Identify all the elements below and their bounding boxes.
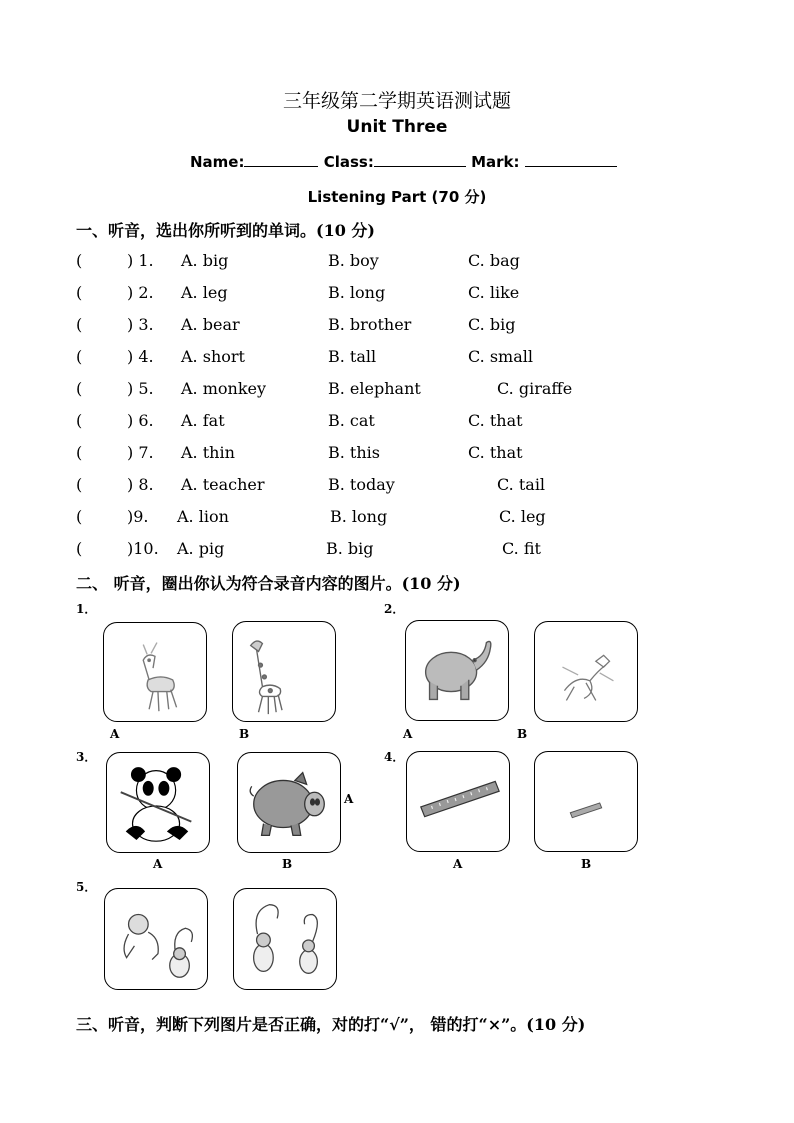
option-b: B. big [326, 539, 374, 558]
name-class-mark-line [190, 152, 617, 171]
unit-title: Unit Three [346, 117, 448, 137]
answer-paren[interactable]: ( [76, 283, 83, 302]
option-b: B. elephant [328, 379, 421, 398]
class-label: Class: [323, 153, 374, 171]
question-number: )10. [127, 539, 159, 558]
section1-heading: 一、听音，选出你所听到的单词。(10 分) [76, 221, 375, 240]
picture-label-b: B [282, 857, 293, 871]
question-number: ) 3. [127, 315, 154, 334]
picture-label-a: A [453, 857, 463, 871]
picture-label-a: A [344, 792, 354, 806]
picture-label-b: B [239, 727, 250, 741]
answer-paren[interactable]: ( [76, 379, 83, 398]
option-a: A. monkey [181, 379, 267, 398]
question-number: )9. [127, 507, 149, 526]
option-b: B. today [328, 475, 395, 494]
picture-question-number: 1． [76, 602, 97, 616]
elephant-icon[interactable] [405, 620, 509, 721]
option-c: C. big [468, 315, 516, 334]
deer-icon[interactable] [103, 622, 207, 722]
option-c: C. fit [502, 539, 541, 558]
option-b: B. boy [328, 251, 379, 270]
option-b: B. cat [328, 411, 375, 430]
option-c: C. leg [499, 507, 546, 526]
question-number: ) 2. [127, 283, 154, 302]
question-number: ) 7. [127, 443, 154, 462]
answer-paren[interactable]: ( [76, 475, 83, 494]
long-ruler-icon[interactable] [406, 751, 510, 852]
section2-heading: 二、 听音，圈出你认为符合录音内容的图片。(10 分) [76, 574, 461, 593]
answer-paren[interactable]: ( [76, 507, 83, 526]
option-a: A. teacher [181, 475, 265, 494]
gorilla-icon[interactable] [104, 888, 208, 990]
answer-paren[interactable]: ( [76, 347, 83, 366]
question-number: ) 6. [127, 411, 154, 430]
listening-part-title: Listening Part (70 分) [307, 188, 487, 206]
picture-label-b: B [517, 727, 528, 741]
option-a: A. bear [181, 315, 240, 334]
option-c: C. that [468, 443, 523, 462]
option-c: C. that [468, 411, 523, 430]
answer-paren[interactable]: ( [76, 539, 83, 558]
picture-question-number: 5． [76, 880, 97, 894]
short-ruler-icon[interactable] [534, 751, 638, 852]
option-c: C. giraffe [497, 379, 573, 398]
picture-label-b: B [581, 857, 592, 871]
question-number: ) 4. [127, 347, 154, 366]
answer-paren[interactable]: ( [76, 443, 83, 462]
picture-question-number: 4． [384, 750, 405, 764]
option-a: A. pig [177, 539, 225, 558]
option-c: C. small [468, 347, 533, 366]
mark-blank[interactable] [525, 152, 617, 167]
page-title: 三年级第二学期英语测试题 [282, 90, 511, 112]
option-b: B. tall [328, 347, 377, 366]
answer-paren[interactable]: ( [76, 315, 83, 334]
option-a: A. thin [181, 443, 235, 462]
option-a: A. big [181, 251, 229, 270]
option-b: B. long [330, 507, 388, 526]
option-c: C. like [468, 283, 520, 302]
panda-icon[interactable] [106, 752, 210, 853]
picture-label-a: A [153, 857, 163, 871]
giraffe-icon[interactable] [232, 621, 336, 722]
picture-question-number: 3． [76, 750, 97, 764]
picture-question-number: 2． [384, 602, 405, 616]
question-number: ) 5. [127, 379, 154, 398]
answer-paren[interactable]: ( [76, 411, 83, 430]
option-a: A. short [181, 347, 245, 366]
question-number: ) 8. [127, 475, 154, 494]
picture-label-a: A [403, 727, 413, 741]
option-b: B. this [328, 443, 380, 462]
mark-label: Mark: [471, 153, 520, 171]
name-blank[interactable] [244, 152, 318, 167]
small-animal-icon[interactable] [534, 621, 638, 722]
option-c: C. tail [497, 475, 546, 494]
option-b: B. long [328, 283, 386, 302]
picture-label-a: A [110, 727, 120, 741]
question-number: ) 1. [127, 251, 154, 270]
monkeys-icon[interactable] [233, 888, 337, 990]
answer-paren[interactable]: ( [76, 251, 83, 270]
option-c: C. bag [468, 251, 520, 270]
option-a: A. lion [177, 507, 229, 526]
option-a: A. leg [181, 283, 228, 302]
section3-heading: 三、听音，判断下列图片是否正确，对的打“√”， 错的打“×”。(10 分) [76, 1015, 586, 1034]
option-b: B. brother [328, 315, 412, 334]
name-label: Name: [190, 153, 245, 171]
pig-icon[interactable] [237, 752, 341, 853]
class-blank[interactable] [374, 152, 466, 167]
option-a: A. fat [181, 411, 225, 430]
